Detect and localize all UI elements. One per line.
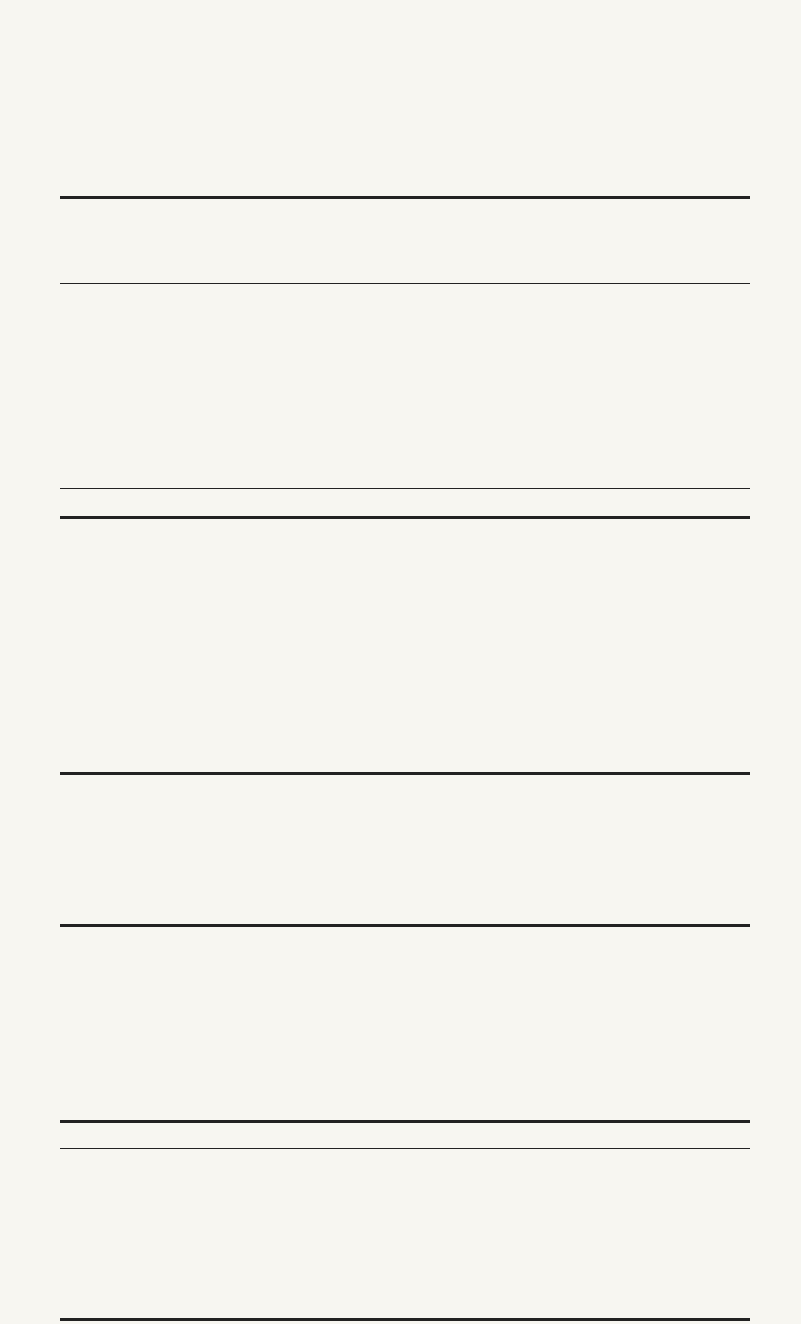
cancer-total-rule	[60, 488, 750, 489]
infant-header-rule	[60, 1148, 750, 1149]
infant-table-top-rule	[60, 1120, 750, 1123]
cancer-table-top-rule	[60, 196, 750, 199]
cancer-table-bottom-rule	[60, 516, 750, 519]
cancer-header-rule	[60, 283, 750, 284]
infant-table-bottom-rule	[60, 1318, 750, 1321]
coronary-table-top-rule	[60, 772, 750, 775]
coronary-table-bottom-rule	[60, 924, 750, 927]
